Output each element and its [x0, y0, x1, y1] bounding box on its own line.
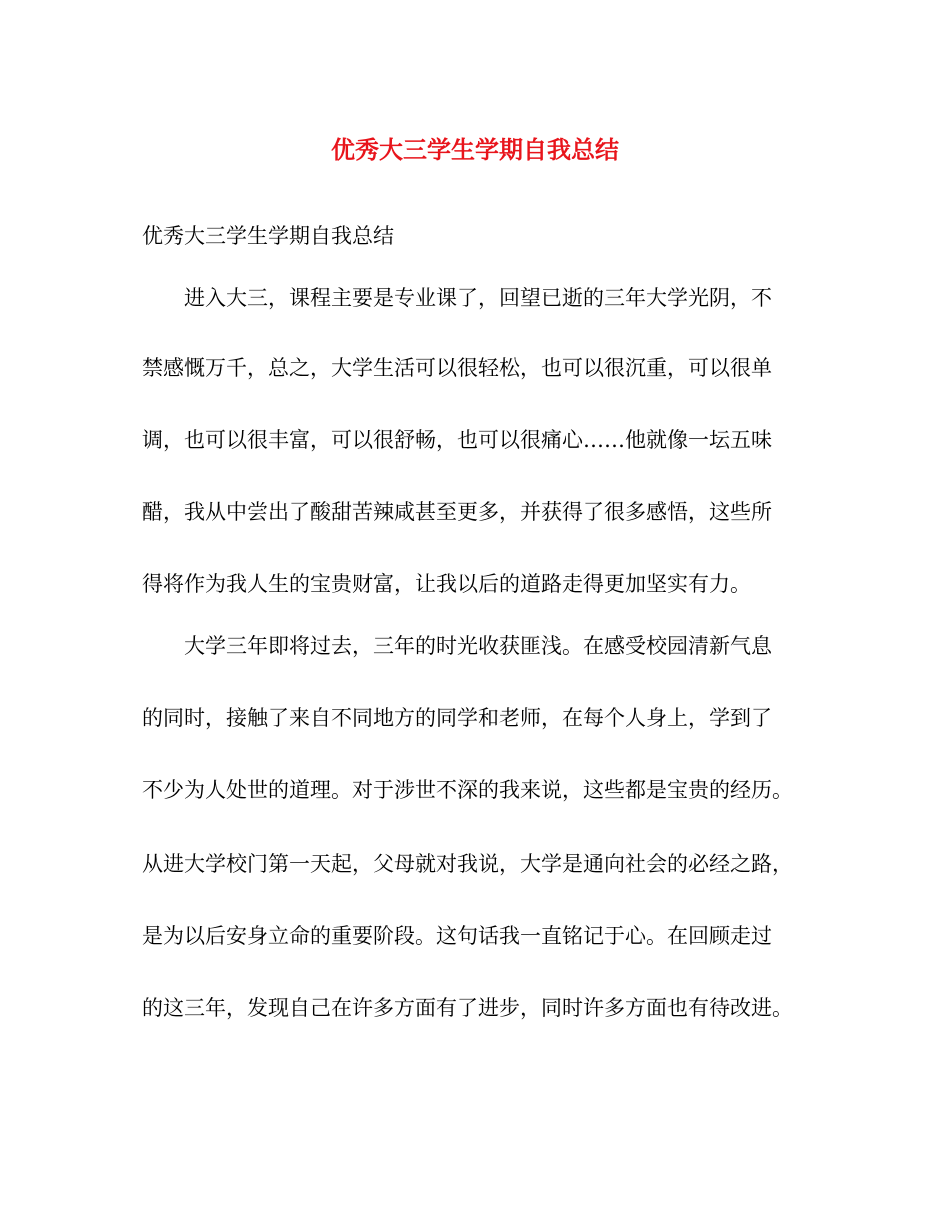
paragraph-2-line-2: 的同时，接触了来自不同地方的同学和老师，在每个人身上，学到了	[142, 706, 772, 730]
paragraph-1-line-2: 禁感慨万千，总之，大学生活可以很轻松，也可以很沉重，可以很单	[142, 356, 772, 380]
paragraph-2-line-1: 大学三年即将过去，三年的时光收获匪浅。在感受校园清新气息	[184, 634, 772, 658]
paragraph-1-line-1: 进入大三，课程主要是专业课了，回望已逝的三年大学光阴，不	[184, 286, 772, 310]
paragraph-1-line-5: 得将作为我人生的宝贵财富，让我以后的道路走得更加坚实有力。	[142, 572, 751, 596]
document-title: 优秀大三学生学期自我总结	[331, 135, 619, 164]
paragraph-2-line-3: 不少为人处世的道理。对于涉世不深的我来说，这些都是宝贵的经历。	[142, 778, 793, 802]
paragraph-2-line-5: 是为以后安身立命的重要阶段。这句话我一直铭记于心。在回顾走过	[142, 924, 772, 948]
paragraph-1-line-4: 醋，我从中尝出了酸甜苦辣咸甚至更多，并获得了很多感悟，这些所	[142, 500, 772, 524]
paragraph-2-line-4: 从进大学校门第一天起，父母就对我说，大学是通向社会的必经之路，	[142, 852, 793, 876]
document-subtitle: 优秀大三学生学期自我总结	[142, 224, 394, 248]
paragraph-1-line-3: 调，也可以很丰富，可以很舒畅，也可以很痛心……他就像一坛五味	[142, 428, 772, 452]
paragraph-2-line-6: 的这三年，发现自己在许多方面有了进步，同时许多方面也有待改进。	[142, 996, 793, 1020]
